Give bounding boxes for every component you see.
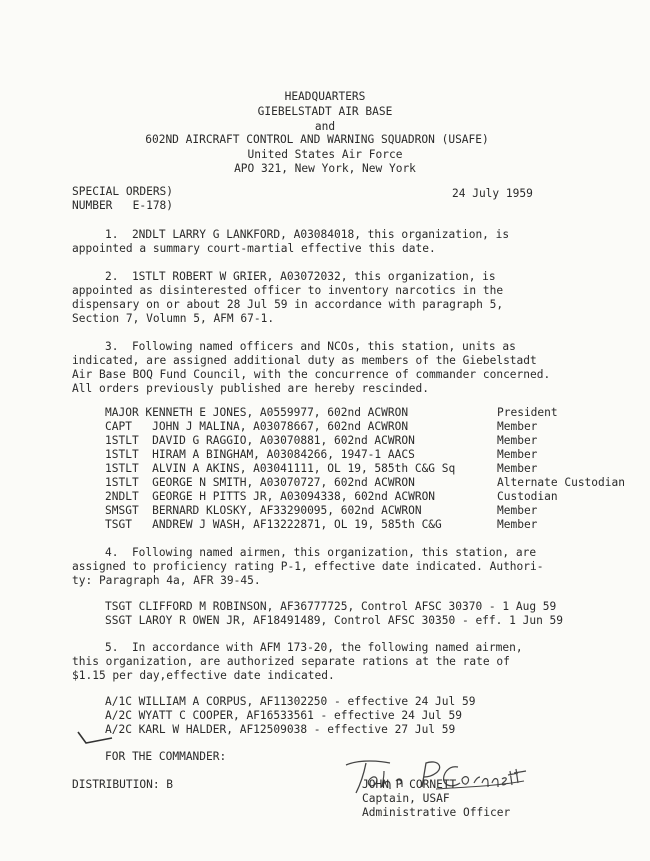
for-the-commander: FOR THE COMMANDER: <box>105 750 227 763</box>
header-line-6: APO 321, New York, New York <box>234 162 416 175</box>
header-line-1: HEADQUARTERS <box>284 90 366 103</box>
council-member-role: Member <box>497 420 538 433</box>
council-member-role: Member <box>497 504 538 517</box>
para3-line: indicated, are assigned additional duty as members of the Giebelstadt <box>72 354 537 367</box>
council-member-role: President <box>497 406 558 419</box>
para2-line: 2. 1STLT ROBERT W GRIER, A03072032, this organization, is <box>105 270 496 283</box>
council-member-role: Custodian <box>497 490 558 503</box>
council-member-name: SMSGT BERNARD KLOSKY, AF33290095, 602nd ACWRON <box>105 504 422 517</box>
para3-line: Air Base BOQ Fund Council, with the concurrence of commander concerned. <box>72 368 551 381</box>
council-member-name: 1STLT HIRAM A BINGHAM, A03084266, 1947-1 AACS <box>105 448 415 461</box>
check-mark <box>76 726 116 746</box>
council-member-role: Member <box>497 518 538 531</box>
airman-p1-line: SSGT LAROY R OWEN JR, AF18491489, Control AFSC 30350 - eff. 1 Jun 59 <box>105 614 564 627</box>
para4-line: ty: Paragraph 4a, AFR 39-45. <box>72 574 261 587</box>
order-date: 24 July 1959 <box>452 187 533 200</box>
para1-line: appointed a summary court-martial effective this date. <box>72 242 436 255</box>
airman-p1-line: TSGT CLIFFORD M ROBINSON, AF36777725, Control AFSC 30370 - 1 Aug 59 <box>105 600 557 613</box>
rations-line: A/1C WILLIAM A CORPUS, AF11302250 - effective 24 Jul 59 <box>105 695 476 708</box>
para4-line: assigned to proficiency rating P-1, effective date indicated. Authori- <box>72 560 544 573</box>
header-line-2: GIEBELSTADT AIR BASE <box>257 105 393 118</box>
council-member-name: 2NDLT GEORGE H PITTS JR, A03094338, 602nd ACWRON <box>105 490 436 503</box>
header-line-4: 602ND AIRCRAFT CONTROL AND WARNING SQUADRON (USAFE) <box>145 133 489 146</box>
signatory-title: Administrative Officer <box>362 806 511 819</box>
council-member-name: MAJOR KENNETH E JONES, A0559977, 602nd ACWRON <box>105 406 409 419</box>
para4-line: 4. Following named airmen, this organization, this station, are <box>105 546 537 559</box>
para2-line: appointed as disinterested officer to inventory narcotics in the <box>72 284 504 297</box>
order-number: NUMBER E-178) <box>72 199 174 212</box>
para2-line: Section 7, Volumn 5, AFM 67-1. <box>72 312 275 325</box>
council-member-role: Member <box>497 448 538 461</box>
rations-line: A/2C WYATT C COOPER, AF16533561 - effective 24 Jul 59 <box>105 709 462 722</box>
council-member-name: CAPT JOHN J MALINA, A03078667, 602nd ACWRON <box>105 420 409 433</box>
signatory-rank: Captain, USAF <box>362 792 450 805</box>
header-line-5: United States Air Force <box>247 148 403 161</box>
council-member-role: Member <box>497 462 538 475</box>
para2-line: dispensary on or about 28 Jul 59 in accordance with paragraph 5, <box>72 298 504 311</box>
para3-line: All orders previously published are hereby rescinded. <box>72 382 429 395</box>
council-member-role: Alternate Custodian <box>497 476 625 489</box>
header-line-3: and <box>314 120 336 133</box>
distribution: DISTRIBUTION: B <box>72 778 174 791</box>
para5-line: 5. In accordance with AFM 173-20, the following named airmen, <box>105 641 523 654</box>
para3-line: 3. Following named officers and NCOs, this station, units as <box>105 340 516 353</box>
para1-line: 1. 2NDLT LARRY G LANKFORD, A03084018, this organization, is <box>105 228 510 241</box>
para5-line: $1.15 per day,effective date indicated. <box>72 669 335 682</box>
signatory-name: JOHN P CORNETT <box>362 778 457 791</box>
special-orders-label: SPECIAL ORDERS) <box>72 185 174 198</box>
council-member-name: TSGT ANDREW J WASH, AF13222871, OL 19, 585th C&G <box>105 518 442 531</box>
council-member-role: Member <box>497 434 538 447</box>
council-member-name: 1STLT ALVIN A AKINS, A03041111, OL 19, 585th C&G Sq <box>105 462 456 475</box>
council-member-name: 1STLT GEORGE N SMITH, A03070727, 602nd ACWRON <box>105 476 415 489</box>
rations-line: A/2C KARL W HALDER, AF12509038 - effective 27 Jul 59 <box>105 723 456 736</box>
council-member-name: 1STLT DAVID G RAGGIO, A03070881, 602nd ACWRON <box>105 434 415 447</box>
para5-line: this organization, are authorized separate rations at the rate of <box>72 655 510 668</box>
